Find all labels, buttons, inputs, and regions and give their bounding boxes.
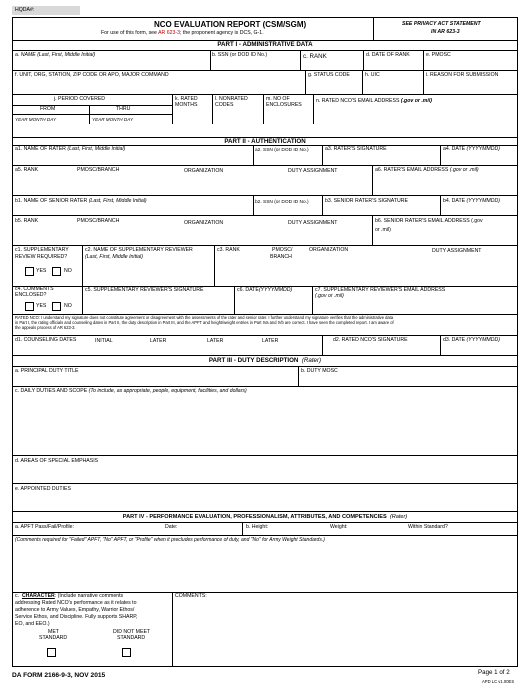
privacy-statement-1: SEE PRIVACY ACT STATEMENT <box>402 21 481 27</box>
supp-reviewer-rank-field[interactable]: c3. RANK <box>217 247 240 253</box>
did-not-meet-label-2: STANDARD <box>117 635 146 641</box>
senior-rater-date-field[interactable]: b4. DATE (YYYYMMDD) <box>443 198 500 204</box>
supp-reviewer-name-field[interactable]: c2. NAME OF SUPPLEMENTARY REVIEWER <box>85 247 193 253</box>
from-date-field[interactable]: YEAR MONTH DAY <box>15 117 57 122</box>
senior-rater-email-field-2: or .mil) <box>375 227 391 233</box>
enclosures-label-2: ENCLOSURES <box>266 102 302 108</box>
supp-review-yes-label: YES <box>36 268 47 274</box>
divider <box>423 50 424 70</box>
appointed-duties-field[interactable]: e. APPOINTED DUTIES <box>15 486 71 492</box>
divider <box>212 94 213 124</box>
form-number: DA FORM 2166-9-3, NOV 2015 <box>12 672 106 679</box>
senior-rater-duty-field[interactable]: DUTY ASSIGNMENT <box>288 220 338 226</box>
divider <box>372 215 373 245</box>
supp-reviewer-duty-field[interactable]: DUTY ASSIGNMENT <box>432 248 482 254</box>
divider <box>12 455 518 456</box>
daily-duties-field[interactable]: c. DAILY DUTIES AND SCOPE (To include, as appropriate, people, equipment, facilities, and dollars) <box>15 388 247 394</box>
rater-name-field[interactable]: a1. NAME OF RATER (Last, First, Middle Initial) <box>15 146 126 152</box>
comments-yes-checkbox[interactable] <box>25 302 34 311</box>
field-status-code[interactable]: g. STATUS CODE <box>308 72 350 78</box>
divider <box>373 17 374 40</box>
field-uic[interactable]: h. UIC <box>365 72 380 78</box>
nonrated-codes-label-2: CODES <box>215 102 234 108</box>
field-date-of-rank[interactable]: d. DATE OF RANK <box>366 52 410 58</box>
form-title: NCO EVALUATION REPORT (CSM/SGM) <box>154 20 307 29</box>
senior-rater-signature-field[interactable]: b3. SENIOR RATER'S SIGNATURE <box>325 198 408 204</box>
apft-field[interactable]: a. APFT Pass/Fail/Profile: <box>15 524 75 530</box>
divider <box>298 366 299 386</box>
character-label: c. CHARACTER: (Include narrative comments <box>15 593 124 599</box>
senior-rater-email-field[interactable]: b6. SENIOR RATER'S EMAIL ADDRESS (.gov <box>375 218 483 224</box>
supp-review-no-checkbox[interactable] <box>52 267 61 276</box>
divider <box>362 70 363 94</box>
duty-mosc-field[interactable]: b. DUTY MOSC <box>301 368 338 374</box>
divider <box>305 70 306 94</box>
rater-ssn-field[interactable]: a2. SSN (or DOD ID No.) <box>255 148 309 153</box>
comments-enclosed-label-2: ENCLOSED? <box>15 292 47 298</box>
character-desc-4: Service Ethos, and Discipline. Fully supports SHARP, <box>15 614 138 620</box>
did-not-meet-checkbox[interactable] <box>122 648 131 657</box>
nonrated-codes-label[interactable]: l. NONRATED <box>215 96 248 102</box>
did-not-meet-label: DID NOT MEET <box>113 629 151 635</box>
divider <box>300 50 301 70</box>
field-ssn[interactable]: b. SSN (or DOD ID No.) <box>212 52 268 58</box>
field-reason[interactable]: i. REASON FOR SUBMISSION <box>426 72 499 78</box>
period-from-label: FROM <box>40 106 56 112</box>
counseling-initial-field[interactable]: INITIAL <box>95 338 113 344</box>
page-number: Page 1 of 2 <box>478 669 510 676</box>
part3-title: PART III - DUTY DESCRIPTION (Rater) <box>208 357 322 364</box>
rated-months-label[interactable]: k. RATED <box>175 96 198 102</box>
comments-no-label: NO <box>64 303 72 309</box>
form-subtitle: For use of this form, see AR 623-3; the proponent agency is DCS, G-1. <box>101 30 264 36</box>
rated-nco-notice-1: RATED NCO: I understand my signature does not constitute agreement or disagreement with the assessments of the rater and senior rater. I further understand my signature verifies that the administrative data <box>15 315 394 320</box>
part2-title: PART II - AUTHENTICATION <box>224 138 306 145</box>
counseling-later-field-1[interactable]: LATER <box>150 338 167 344</box>
divider <box>12 165 518 166</box>
rated-nco-email-field[interactable]: n. RATED NCO'S EMAIL ADDRESS (.gov or .mil) <box>316 98 432 104</box>
supp-reviewer-email-field[interactable]: c7. SUPPLEMENTARY REVIEWER'S EMAIL ADDRESS <box>315 287 446 293</box>
comments-yes-label: YES <box>36 303 47 309</box>
enclosures-label[interactable]: m. NO OF <box>266 96 290 102</box>
supp-reviewer-name-field-2: (Last, First, Middle Initial) <box>85 254 143 260</box>
supp-reviewer-pmosc-field[interactable]: PMOSC/ <box>272 247 293 253</box>
rated-nco-signature-field[interactable]: d2. RATED NCO'S SIGNATURE <box>333 337 408 343</box>
apft-comments-field[interactable]: (Comments required for "Failed" APFT, "No" APFT, or "Profile" when it precludes performance of duty, and "No" for Army Weight Standards.) <box>15 537 325 543</box>
divider <box>12 114 172 115</box>
height-field[interactable]: b. Height: <box>246 524 269 530</box>
divider <box>253 195 254 215</box>
counseling-later-field-2[interactable]: LATER <box>207 338 224 344</box>
divider <box>12 511 518 512</box>
weight-field[interactable]: Weight: <box>330 524 348 530</box>
senior-rater-name-field[interactable]: b1. NAME OF SENIOR RATER (Last, First, Middle Initial) <box>15 198 147 204</box>
met-standard-label: MET <box>48 629 59 635</box>
divider <box>12 195 518 196</box>
divider <box>12 335 518 336</box>
rated-nco-notice-2: in Part I, the rating officials and counseling dates in Part II, the duty description in Part III, and the APFT and height/weight entries in Part IVa and IVb are correct. I have seen the completed report. I am aware of <box>15 320 394 325</box>
divider <box>440 145 441 165</box>
divider <box>322 145 323 165</box>
divider <box>312 286 313 314</box>
divider <box>12 94 518 95</box>
comments-no-checkbox[interactable] <box>52 302 61 311</box>
thru-date-field[interactable]: YEAR MONTH DAY <box>92 117 134 122</box>
character-desc-2: addressing Rated NCO's performance as it relates to <box>15 600 137 606</box>
divider <box>12 245 518 246</box>
met-standard-checkbox[interactable] <box>47 648 56 657</box>
period-covered-label: j. PERIOD COVERED <box>54 96 106 102</box>
divider <box>423 70 424 94</box>
divider <box>234 286 235 314</box>
rater-pmosc-field[interactable]: PMOSC/BRANCH <box>77 167 120 173</box>
hqda-label: HQDA#: <box>15 7 35 13</box>
divider <box>12 522 518 523</box>
field-rank[interactable]: c. RANK <box>303 53 327 60</box>
divider <box>12 366 518 367</box>
rater-email-field[interactable]: a6. RATER'S EMAIL ADDRESS (.gov or .mil) <box>375 167 479 173</box>
supp-review-required-label: c1. SUPPLEMENTARY <box>15 247 69 253</box>
divider <box>12 386 518 387</box>
rater-org-field[interactable]: ORGANIZATION <box>184 168 224 174</box>
supp-review-yes-checkbox[interactable] <box>25 267 34 276</box>
rater-rank-field[interactable]: a5. RANK <box>15 167 39 173</box>
divider <box>322 335 323 355</box>
divider <box>172 592 173 667</box>
character-desc-5: EO, and EEO.) <box>15 621 50 627</box>
special-emphasis-field[interactable]: d. AREAS OF SPECIAL EMPHASIS <box>15 458 99 464</box>
field-unit[interactable]: f. UNIT, ORG, STATION, ZIP CODE OR APO, MAJOR COMMAND <box>15 72 169 78</box>
divider <box>12 535 518 536</box>
rated-months-label-2: MONTHS <box>175 102 198 108</box>
divider <box>313 94 314 124</box>
divider <box>82 286 83 314</box>
senior-rater-pmosc-field[interactable]: PMOSC/BRANCH <box>77 218 120 224</box>
part1-title: PART I - ADMINISTRATIVE DATA <box>217 41 313 48</box>
divider <box>263 94 264 124</box>
divider <box>12 215 518 216</box>
character-comments-field[interactable]: COMMENTS: <box>175 593 207 599</box>
divider <box>12 355 518 356</box>
supp-reviewer-org-field[interactable]: ORGANIZATION <box>309 247 349 253</box>
supp-review-no-label: NO <box>64 268 72 274</box>
divider <box>372 165 373 195</box>
version-label: APD LC v1.00ES <box>482 679 515 684</box>
divider <box>82 245 83 286</box>
rated-nco-notice-3: the appeals process of AR 623-3. <box>15 325 76 330</box>
divider <box>12 105 172 106</box>
divider <box>440 335 441 355</box>
divider <box>363 50 364 70</box>
supp-reviewer-pmosc-field-2: BRANCH <box>270 254 292 260</box>
character-desc-3: adherence to Army Values, Empathy, Warrior Ethos/ <box>15 607 135 613</box>
comments-enclosed-label: c4. COMMENTS <box>15 286 54 292</box>
field-pmosc[interactable]: e. PMOSC <box>426 52 451 58</box>
divider <box>12 70 518 71</box>
field-name[interactable]: a. NAME (Last, First, Middle Initial) <box>15 52 96 58</box>
rater-date-field[interactable]: a4. DATE (YYYYMMDD) <box>443 146 500 152</box>
supp-reviewer-email-field-2: (.gov or .mil) <box>315 293 344 299</box>
divider <box>12 483 518 484</box>
apft-date-field[interactable]: Date: <box>165 524 178 530</box>
part4-title: PART IV - PERFORMANCE EVALUATION, PROFESSIONALISM, ATTRIBUTES, AND COMPETENCIES (Rater) <box>122 514 408 520</box>
principal-duty-title-field[interactable]: a. PRINCIPAL DUTY TITLE <box>15 368 79 374</box>
divider <box>242 522 243 535</box>
divider <box>210 50 211 70</box>
rated-nco-date-field[interactable]: d3. DATE (YYYYMMDD) <box>443 337 500 343</box>
counseling-dates-label: d1. COUNSELING DATES <box>15 337 77 343</box>
met-standard-label-2: STANDARD <box>39 635 68 641</box>
divider <box>440 195 441 215</box>
senior-rater-rank-field[interactable]: b5. RANK <box>15 218 39 224</box>
divider <box>253 145 254 165</box>
privacy-statement-2: IN AR 623-3 <box>431 29 460 35</box>
rater-duty-field[interactable]: DUTY ASSIGNMENT <box>288 168 338 174</box>
divider <box>172 94 173 124</box>
supp-reviewer-date-field[interactable]: c6. DATE(YYYYMMDD) <box>237 287 293 293</box>
divider <box>12 50 518 51</box>
divider <box>322 195 323 215</box>
rater-signature-field[interactable]: a3. RATER'S SIGNATURE <box>325 146 387 152</box>
supp-reviewer-signature-field[interactable]: c5. SUPPLEMENTARY REVIEWER'S SIGNATURE <box>85 287 204 293</box>
counseling-later-field-3[interactable]: LATER <box>262 338 279 344</box>
senior-rater-org-field[interactable]: ORGANIZATION <box>184 220 224 226</box>
senior-rater-ssn-field[interactable]: b2. SSN (or DOD ID No.) <box>255 200 309 205</box>
period-thru-label: THRU <box>116 106 131 112</box>
within-standard-field[interactable]: Within Standard? <box>408 524 448 530</box>
supp-review-required-label-2: REVIEW REQUIRED? <box>15 254 68 260</box>
divider <box>214 245 215 286</box>
regulation-link[interactable]: AR 623-3 <box>158 30 181 36</box>
